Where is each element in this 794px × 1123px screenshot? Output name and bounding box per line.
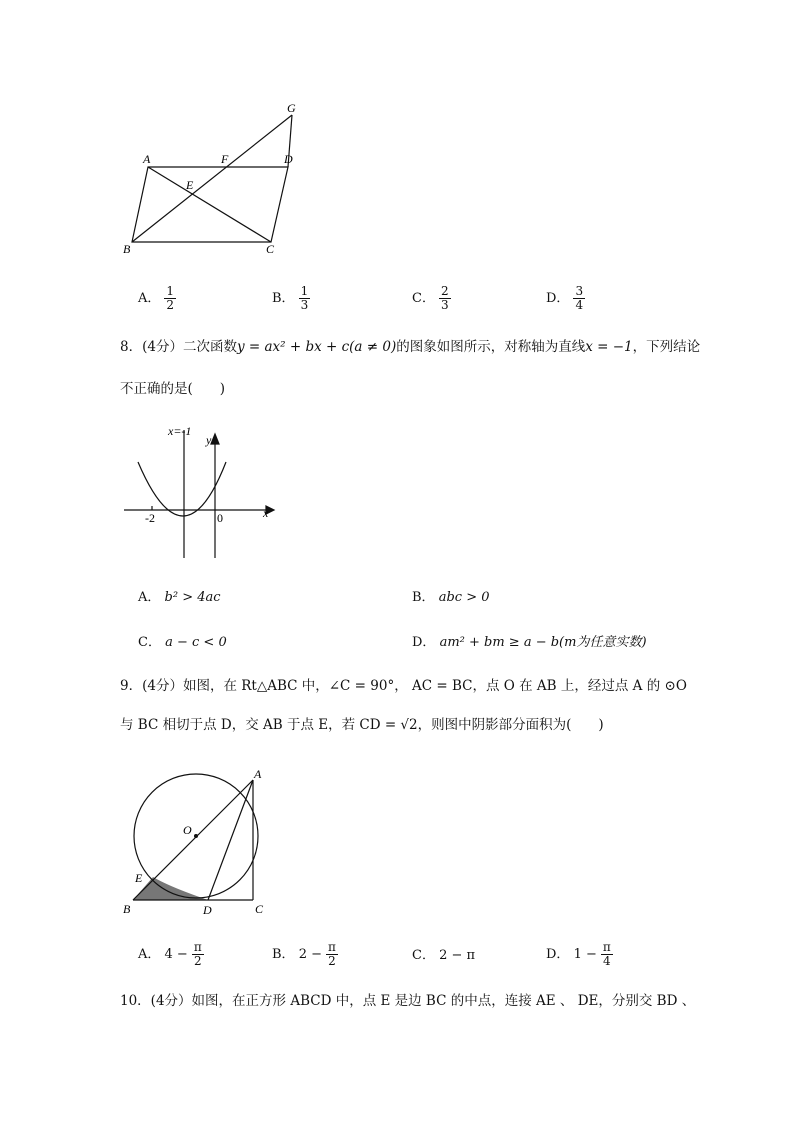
label-minus-two: -2 [145,511,155,525]
circle-tangent-figure [115,760,285,920]
label-A: A [143,152,151,166]
q8-stem-line1: 8．(4分）二次函数y = ax² + bx + c(a ≠ 0)的图象如图所示，对称轴为直线x = −1，下列结论 [120,339,701,355]
q9-option-a[interactable]: A． 4 − $\frac{\pi}{2}$ [138,940,202,968]
label-O: O [183,823,192,837]
label-E: E [135,871,143,885]
q8-option-c[interactable]: C． a − c < 0 [138,635,227,650]
label-B: B [123,902,131,916]
label-B: B [123,242,131,256]
q9-option-b[interactable]: B． 2 − $\frac{\pi}{2}$ [272,940,336,968]
q9-option-c[interactable]: C． 2 − π [412,948,476,963]
label-zero: 0 [217,511,223,525]
label-E: E [186,178,194,192]
q8-option-d[interactable]: D． am² + bm ≥ a − b(m为任意实数) [412,635,647,650]
q7-option-d[interactable]: D． $\frac{3}{4}$ [546,284,584,312]
q8-stem-line2: 不正确的是( ) [120,381,226,397]
q7-option-c[interactable]: C． $\frac{2}{3}$ [412,284,449,312]
label-D: D [284,152,293,166]
q10-stem-line1: 10．(4分）如图，在正方形 ABCD 中，点 E 是边 BC 的中点，连接 AE 、 DE，分别交 BD 、 [120,993,696,1009]
label-D: D [203,903,212,917]
parabola-figure [118,420,278,560]
q9-stem-line1: 9．(4分）如图，在 Rt△ABC 中，∠C = 90°， AC = BC，点 O 在 AB 上，经过点 A 的 ⊙O [120,678,687,694]
q7-option-a[interactable]: A． $\frac{1}{2}$ [138,284,175,312]
q9-stem-line2: 与 BC 相切于点 D，交 AB 于点 E，若 CD = √2，则图中阴影部分面积为( ) [120,717,604,733]
q7-option-b[interactable]: B． $\frac{1}{3}$ [272,284,309,312]
q8-option-a[interactable]: A． b² > 4ac [138,590,221,605]
label-x-axis: x [263,506,269,520]
label-F: F [221,152,229,166]
label-A: A [254,767,262,781]
q8-option-b[interactable]: B． abc > 0 [412,590,490,605]
label-y-axis: y [206,433,212,447]
label-G: G [287,101,296,115]
label-C: C [266,242,275,256]
label-C: C [255,902,264,916]
parallelogram-figure [115,95,315,260]
q9-option-d[interactable]: D． 1 − $\frac{\pi}{4}$ [546,940,611,968]
label-sym-axis: x=-1 [168,424,192,438]
